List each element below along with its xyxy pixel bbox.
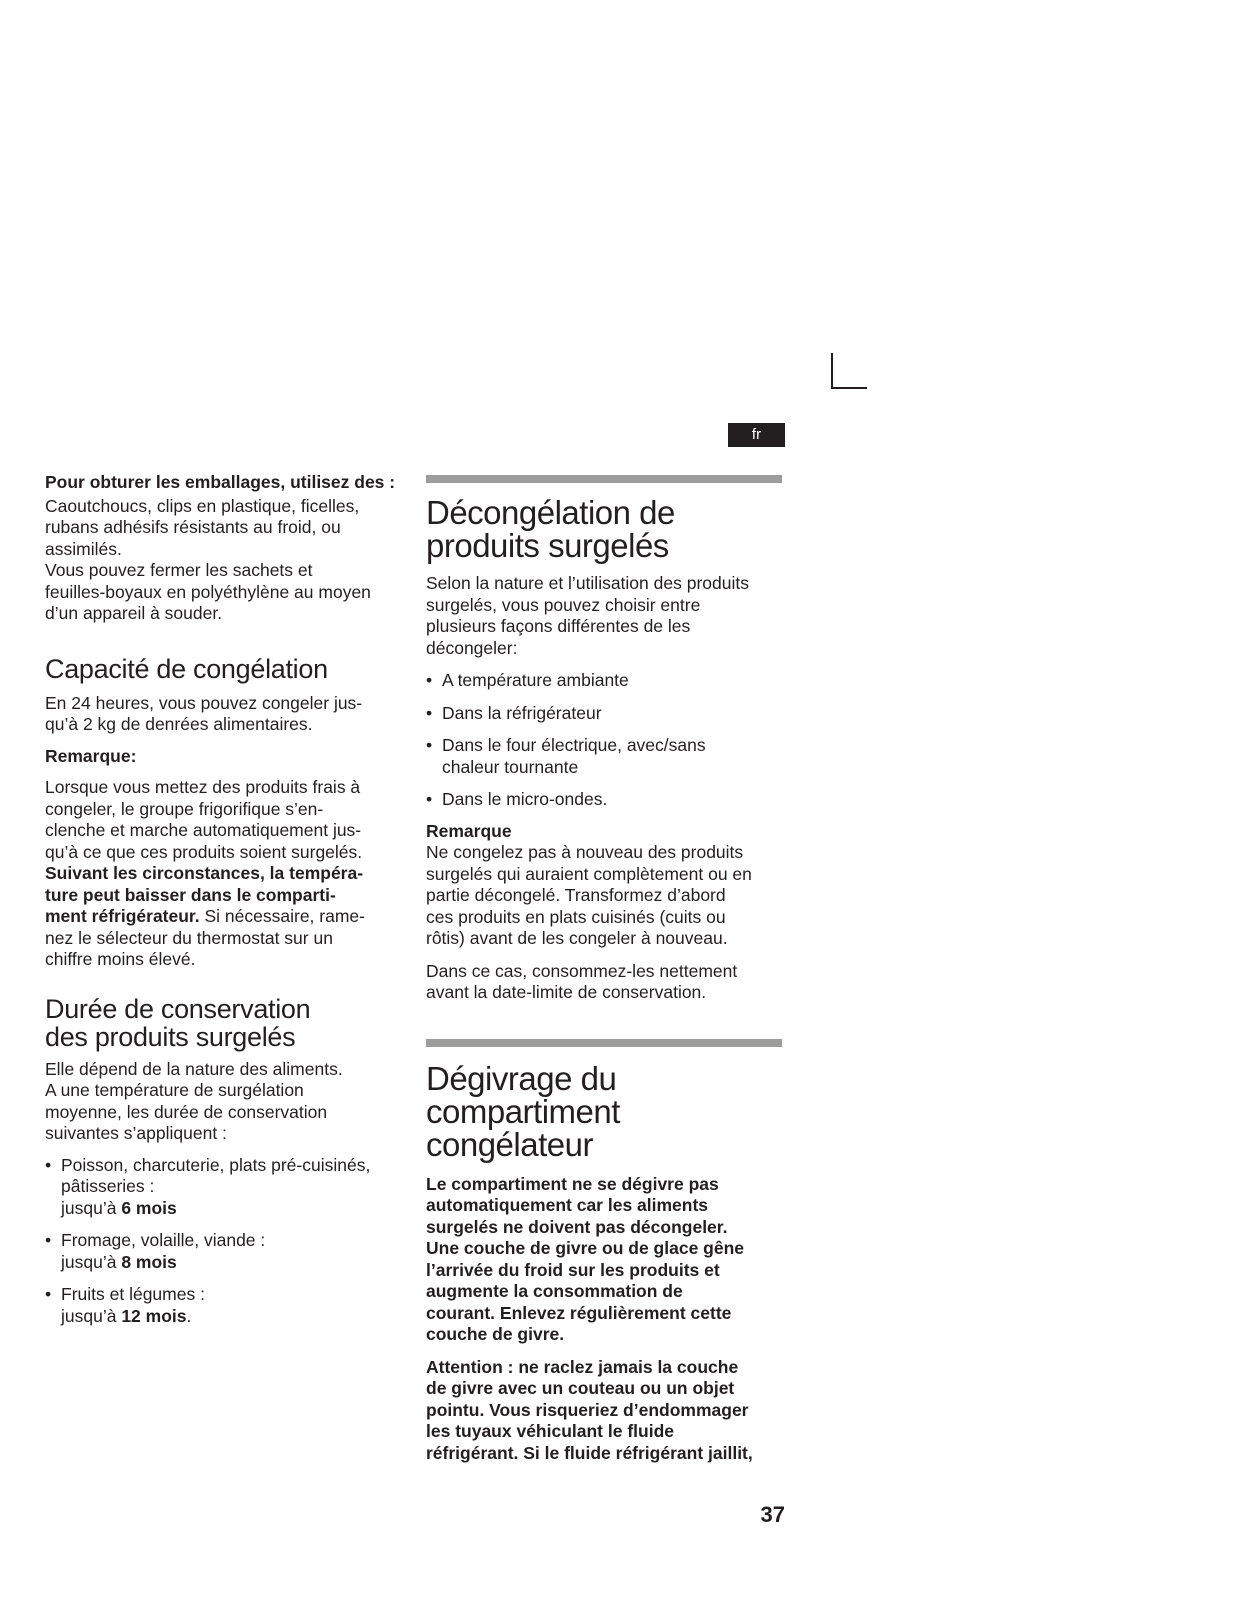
defrost-heading: [426, 1059, 786, 1163]
text-line: assimilés.: [45, 538, 122, 559]
text-line: plusieurs façons différentes de les: [426, 616, 691, 636]
text-line: avant la date-limite de conservation.: [426, 982, 707, 1002]
text-line: d’un appareil à souder.: [45, 603, 223, 623]
list-item: [45, 1230, 405, 1273]
seal-section: [45, 472, 405, 625]
thawing-methods-list: [426, 670, 786, 811]
text-line: [61, 1198, 405, 1220]
text-line: de givre avec un couteau ou un objet: [426, 1378, 735, 1398]
text-run: .: [186, 1305, 192, 1326]
text-line: couche de givre.: [426, 1324, 565, 1344]
right-column: [426, 470, 786, 1464]
thawing-intro: [426, 573, 786, 659]
text-line: qu’à ce que ces produits soient surgelés.: [45, 841, 363, 862]
seal-title: Pour obturer les emballages, utilisez des :: [45, 472, 396, 492]
text-line: Le compartiment ne se dégivre pas: [426, 1173, 719, 1194]
defrost-paragraph-2: [426, 1357, 786, 1465]
text-line: pointu. Vous risqueriez d’endommager: [426, 1399, 749, 1420]
section-rule: [426, 475, 782, 483]
section-rule: [426, 1039, 782, 1047]
text-line: Dans la réfrigérateur: [442, 702, 602, 723]
text-line: surgelés, vous pouvez choisir entre: [426, 594, 701, 615]
list-item: [426, 703, 786, 725]
seal-text: [45, 496, 405, 625]
text-run: jusqu’à: [61, 1251, 122, 1272]
capacity-section: [45, 655, 405, 971]
text-line: automatiquement car les aliments: [426, 1195, 709, 1215]
thawing-note-label: Remarque: [426, 820, 512, 841]
heading-line: Dégivrage du: [426, 1059, 617, 1097]
text-line: ces produits en plats cuisinés (cuits ou: [426, 906, 726, 927]
text-line: congeler, le groupe frigorifique s’en-: [45, 798, 324, 819]
capacity-note-label: Remarque:: [45, 745, 137, 766]
bullet-icon: •: [426, 670, 433, 690]
bullet-icon: •: [45, 1154, 52, 1175]
bullet-icon: •: [426, 702, 433, 723]
capacity-note: [45, 777, 405, 971]
list-item: [426, 789, 786, 811]
list-item: [45, 1155, 405, 1220]
text-line: Dans le micro-ondes.: [442, 789, 608, 809]
text-line: augmente la consommation de: [426, 1281, 683, 1301]
heading-line: congélateur: [426, 1125, 593, 1163]
bold-run: ment réfrigérateur.: [45, 906, 200, 926]
duration-value: 12 mois: [121, 1305, 187, 1326]
bullet-icon: •: [45, 1230, 52, 1250]
heading-line: compartiment: [426, 1092, 620, 1130]
list-item: [426, 670, 786, 692]
left-column: [45, 470, 405, 1327]
text-line: courant. Enlevez régulièrement cette: [426, 1302, 732, 1323]
text-line: Lorsque vous mettez des produits frais à: [45, 777, 361, 797]
text-line: Suivant les circonstances, la tempéra-: [45, 863, 364, 883]
text-run: jusqu’à: [61, 1197, 122, 1218]
text-line: [61, 1252, 405, 1274]
text-line: Caoutchoucs, clips en plastique, ficelles,: [45, 495, 360, 516]
text-line: A température ambiante: [442, 670, 629, 690]
text-line: Selon la nature et l’utilisation des produits: [426, 573, 749, 593]
bullet-icon: •: [45, 1284, 52, 1304]
text-line: partie décongelé. Transformez d’abord: [426, 885, 726, 905]
thawing-heading: [426, 496, 786, 562]
text-line: Vous pouvez fermer les sachets et: [45, 560, 313, 580]
heading-line: Durée de conservation: [45, 993, 311, 1024]
list-item: [426, 735, 786, 778]
text-line: l’arrivée du froid sur les produits et: [426, 1259, 720, 1280]
text-line: Une couche de givre ou de glace gêne: [426, 1238, 745, 1258]
heading-line: produits surgelés: [426, 527, 669, 564]
bullet-icon: •: [426, 789, 433, 809]
text-line: les tuyaux véhiculant le fluide: [426, 1421, 674, 1441]
defrost-paragraph-1: [426, 1174, 786, 1346]
text-run: Si nécessaire, rame-: [199, 906, 365, 926]
text-line: feuilles-boyaux en polyéthylène au moyen: [45, 581, 371, 602]
text-line: nez le sélecteur du thermostat sur un: [45, 927, 333, 948]
text-line: pâtisseries :: [61, 1176, 155, 1196]
text-line: réfrigérant. Si le fluide réfrigérant jaillit,: [426, 1442, 753, 1463]
text-line: rubans adhésifs résistants au froid, ou: [45, 517, 341, 537]
page-number: 37: [760, 1502, 785, 1527]
text-line: qu’à 2 kg de denrées alimentaires.: [45, 714, 313, 734]
heading-line: Décongélation de: [426, 494, 675, 531]
text-line: [61, 1306, 405, 1328]
text-line: moyenne, les durée de conservation: [45, 1101, 328, 1122]
list-item: [45, 1284, 405, 1327]
language-tab: fr: [728, 423, 785, 447]
duration-value: 8 mois: [121, 1251, 177, 1272]
duration-value: 6 mois: [121, 1197, 177, 1218]
text-line: Fromage, volaille, viande :: [61, 1230, 266, 1250]
thawing-tail: [426, 961, 786, 1004]
storage-heading: [45, 995, 405, 1051]
text-line: décongeler:: [426, 637, 518, 658]
thawing-note: [426, 842, 786, 950]
text-line: [45, 906, 405, 928]
crop-mark: [831, 353, 867, 389]
text-line: chaleur tournante: [442, 756, 579, 777]
text-line: A une température de surgélation: [45, 1080, 304, 1100]
text-line: surgelés ne doivent pas décongeler.: [426, 1216, 728, 1237]
capacity-heading: Capacité de congélation: [45, 653, 328, 684]
text-line: clenche et marche automatiquement jus-: [45, 820, 362, 840]
text-line: Dans le four électrique, avec/sans: [442, 735, 706, 755]
text-line: surgelés qui auraient complètement ou en: [426, 863, 752, 884]
storage-section: [45, 995, 405, 1328]
text-line: ture peut baisser dans le comparti-: [45, 884, 336, 905]
storage-list: [45, 1155, 405, 1328]
text-line: Ne congelez pas à nouveau des produits: [426, 842, 744, 862]
heading-line: des produits surgelés: [45, 1021, 296, 1052]
text-line: Elle dépend de la nature des aliments.: [45, 1058, 343, 1079]
text-line: Poisson, charcuterie, plats pré-cuisinés,: [61, 1154, 371, 1175]
text-line: rôtis) avant de les congeler à nouveau.: [426, 928, 728, 948]
text-line: chiffre moins élevé.: [45, 949, 196, 969]
text-run: jusqu’à: [61, 1305, 122, 1326]
bullet-icon: •: [426, 735, 433, 755]
text-line: suivantes s’appliquent :: [45, 1123, 227, 1143]
text-line: Attention : ne raclez jamais la couche: [426, 1356, 739, 1377]
text-line: Dans ce cas, consommez-les nettement: [426, 960, 738, 981]
text-line: Fruits et légumes :: [61, 1284, 205, 1304]
text-line: En 24 heures, vous pouvez congeler jus-: [45, 692, 363, 713]
